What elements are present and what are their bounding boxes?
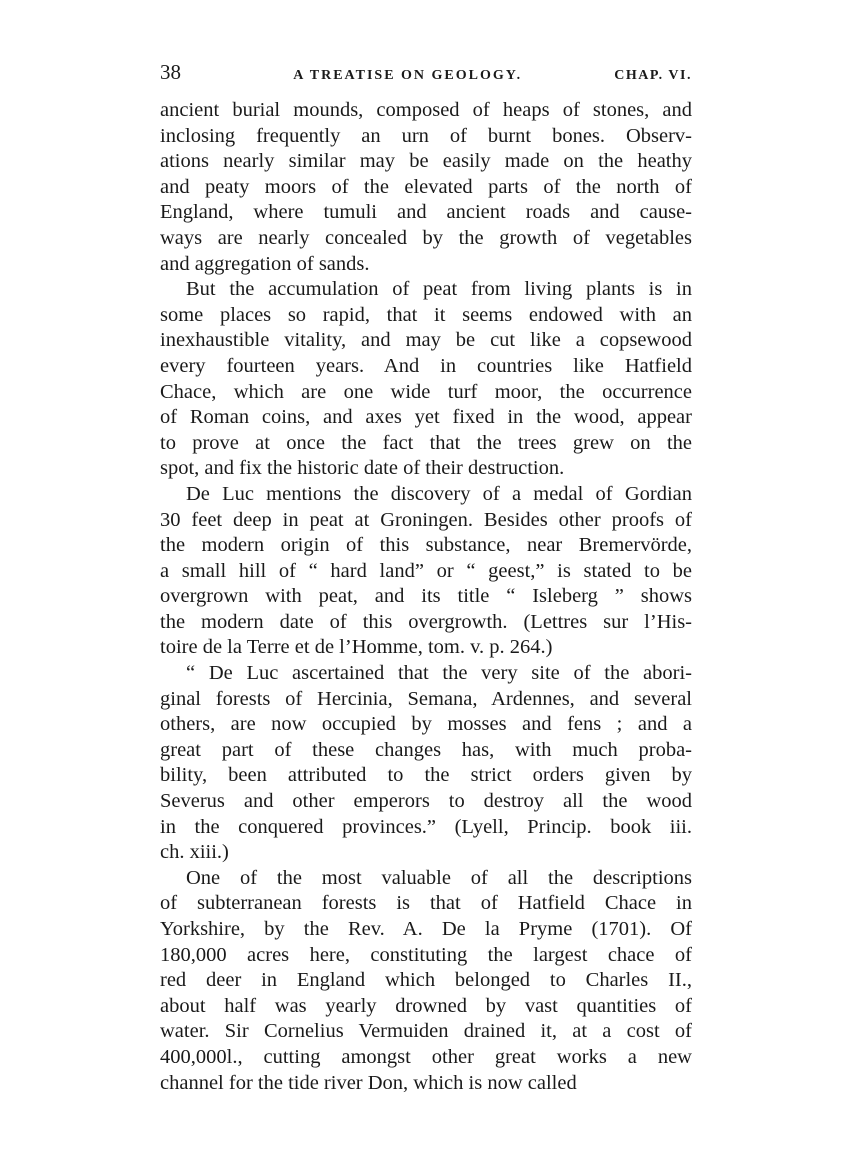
text-line: 180,000 acres here, constituting the largest chace of bbox=[160, 943, 692, 966]
text-line: One of the most valuable of all the descriptions bbox=[186, 866, 692, 889]
text-line: England, where tumuli and ancient roads and cause- bbox=[160, 201, 692, 224]
text-line: “ De Luc ascertained that the very site of the abori- bbox=[186, 662, 692, 685]
text-line: the modern origin of this substance, near Bremervörde, bbox=[160, 534, 692, 557]
text-line: toire de la Terre et de l’Homme, tom. v. p. 264.) bbox=[160, 636, 553, 659]
text-line: some places so rapid, that it seems endowed with an bbox=[160, 303, 692, 326]
text-line: red deer in England which belonged to Charles II., bbox=[160, 969, 692, 992]
text-line: overgrown with peat, and its title “ Isleberg ” shows bbox=[160, 585, 692, 608]
text-line: ways are nearly concealed by the growth of vegetables bbox=[160, 226, 692, 249]
text-line: ginal forests of Hercinia, Semana, Ardennes, and several bbox=[160, 687, 692, 710]
body-text bbox=[160, 98, 692, 1096]
paragraph bbox=[160, 98, 692, 277]
text-line: great part of these changes has, with much proba- bbox=[160, 738, 692, 761]
text-line: water. Sir Cornelius Vermuiden drained it, at a cost of bbox=[160, 1020, 692, 1043]
text-line: spot, and fix the historic date of their destruction. bbox=[160, 457, 565, 480]
text-line: But the accumulation of peat from living plants is in bbox=[186, 278, 692, 301]
paragraph bbox=[160, 661, 692, 866]
paragraph bbox=[160, 866, 692, 1096]
paragraph bbox=[160, 482, 692, 661]
text-line: the modern date of this overgrowth. (Lettres sur l’His- bbox=[160, 610, 692, 633]
running-title: A TREATISE ON GEOLOGY. bbox=[293, 68, 523, 83]
book-page bbox=[160, 60, 692, 1096]
text-line: De Luc mentions the discovery of a medal of Gordian bbox=[186, 482, 692, 505]
text-line: 30 feet deep in peat at Groningen. Besides other proofs of bbox=[160, 508, 692, 531]
text-line: inclosing frequently an urn of burnt bones. Observ- bbox=[160, 124, 692, 147]
running-header bbox=[160, 60, 692, 84]
text-line: Severus and other emperors to destroy all the wood bbox=[160, 790, 692, 813]
text-line: a small hill of “ hard land” or “ geest,” is stated to be bbox=[160, 559, 692, 582]
text-line: bility, been attributed to the strict orders given by bbox=[160, 764, 692, 787]
text-line: and peaty moors of the elevated parts of the north of bbox=[160, 175, 692, 198]
text-line: Chace, which are one wide turf moor, the occurrence bbox=[160, 380, 692, 403]
page-number: 38 bbox=[160, 60, 181, 84]
text-line: about half was yearly drowned by vast quantities of bbox=[160, 994, 692, 1017]
text-line: in the conquered provinces.” (Lyell, Princip. book iii. bbox=[160, 815, 692, 838]
paragraph bbox=[160, 277, 692, 482]
text-line: of Roman coins, and axes yet fixed in the wood, appear bbox=[160, 406, 692, 429]
text-line: to prove at once the fact that the trees grew on the bbox=[160, 431, 692, 454]
text-line: inexhaustible vitality, and may be cut like a copsewood bbox=[160, 329, 692, 352]
text-line: ations nearly similar may be easily made on the heathy bbox=[160, 150, 692, 173]
text-line: channel for the tide river Don, which is now called bbox=[160, 1071, 577, 1094]
text-line: and aggregation of sands. bbox=[160, 252, 370, 275]
text-line: ancient burial mounds, composed of heaps of stones, and bbox=[160, 99, 692, 121]
text-line: ch. xiii.) bbox=[160, 841, 229, 864]
text-line: others, are now occupied by mosses and fens ; and a bbox=[160, 713, 692, 736]
text-line: of subterranean forests is that of Hatfield Chace in bbox=[160, 892, 692, 915]
text-line: every fourteen years. And in countries like Hatfield bbox=[160, 354, 692, 377]
chapter-label: CHAP. VI. bbox=[614, 68, 692, 83]
text-line: 400,000l., cutting amongst other great works a new bbox=[160, 1045, 692, 1068]
text-line: Yorkshire, by the Rev. A. De la Pryme (1701). Of bbox=[160, 918, 692, 940]
